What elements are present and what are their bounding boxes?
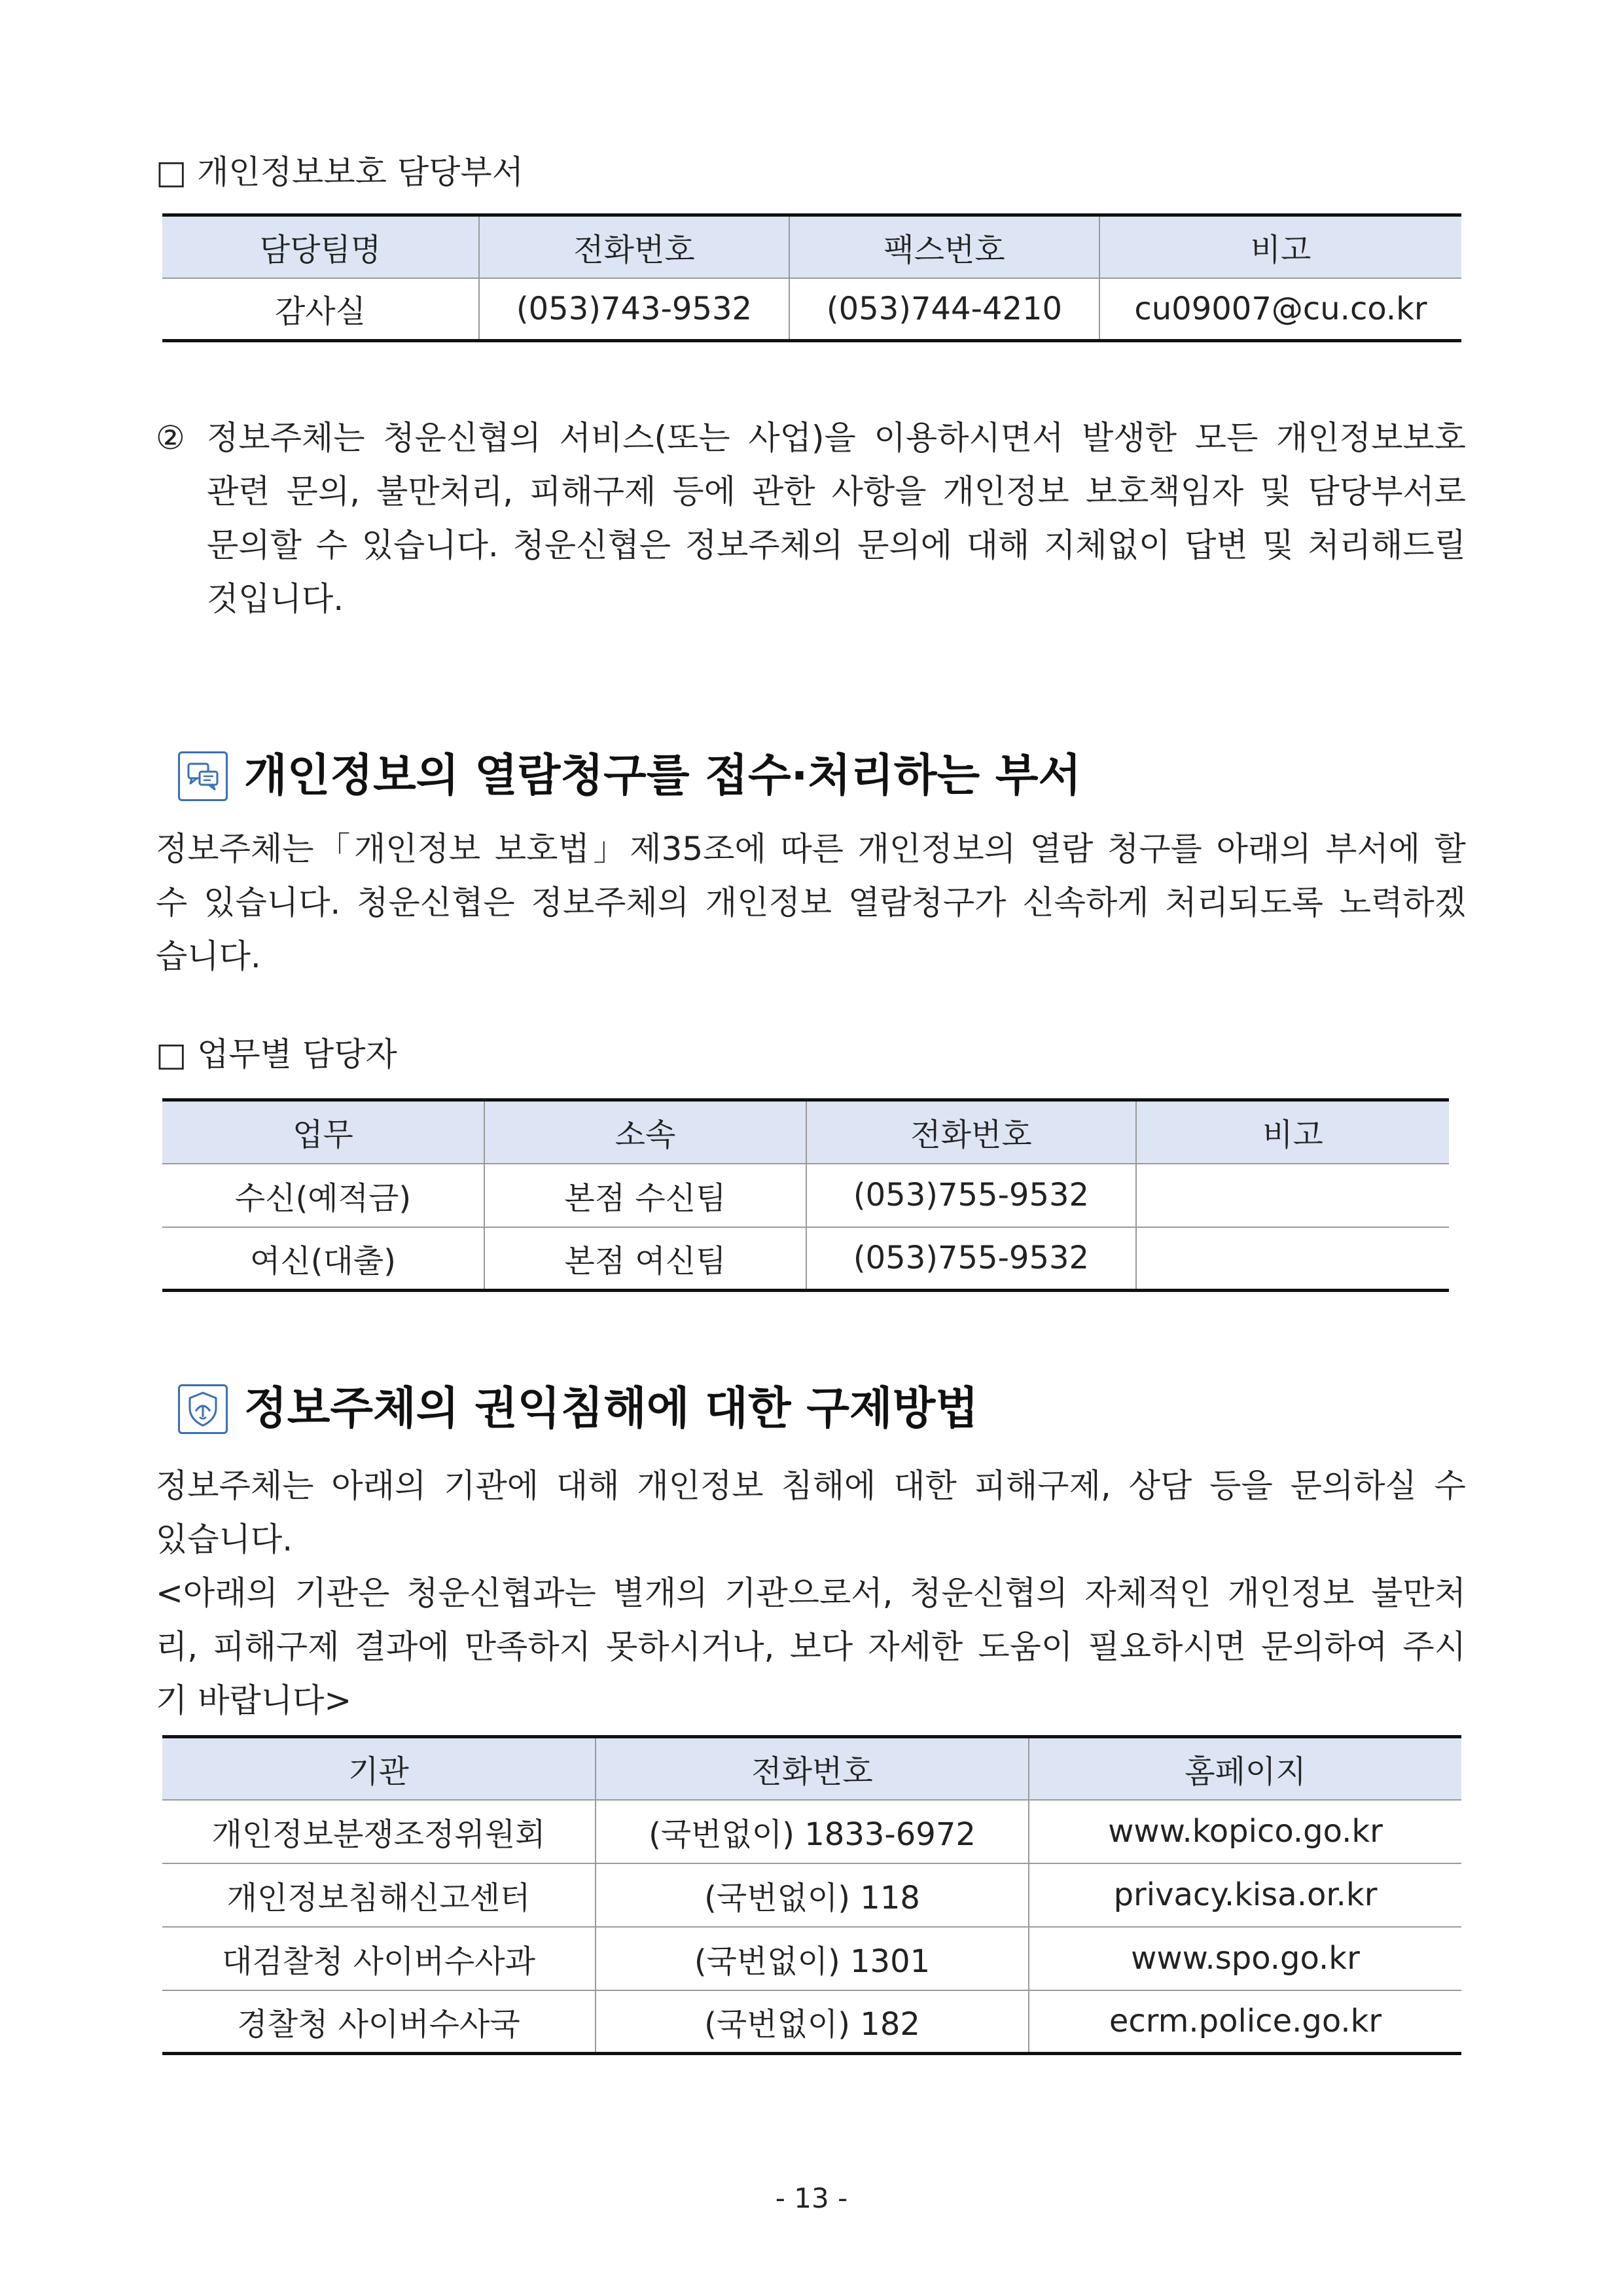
table-cell: (053)743-9532 xyxy=(479,278,789,341)
table-header-cell: 비고 xyxy=(1136,1100,1449,1164)
contact-section-label: □ 개인정보보호 담당부서 xyxy=(156,153,524,191)
paragraph-line: 정보주체는「개인정보 보호법」제35조에 따른 개인정보의 열람 청구를 아래의 부서에 할 xyxy=(156,830,1466,868)
table-header-cell: 전화번호 xyxy=(479,215,789,278)
paragraph-line: 문의할 수 있습니다. 청운신협은 정보주체의 문의에 대해 지체없이 답변 및 처리해드릴 xyxy=(207,526,1466,564)
staff-section-label: □ 업무별 담당자 xyxy=(156,1035,397,1073)
table-cell: 개인정보분쟁조정위원회 xyxy=(162,1800,596,1863)
table-row xyxy=(162,1164,1449,1227)
table-header-cell: 업무 xyxy=(162,1100,484,1164)
table-cell: (053)755-9532 xyxy=(806,1164,1136,1227)
table-row xyxy=(162,1800,1461,1863)
table-cell: (국번없이) 118 xyxy=(596,1863,1029,1927)
table-header-cell: 전화번호 xyxy=(806,1100,1136,1164)
staff-table xyxy=(162,1098,1449,1292)
contact-table xyxy=(162,213,1461,342)
table-header-cell: 전화번호 xyxy=(596,1737,1029,1800)
paragraph-number: ② xyxy=(156,419,185,457)
table-header-cell: 소속 xyxy=(484,1100,806,1164)
page-number: - 13 - xyxy=(775,2182,848,2214)
table-cell: (국번없이) 1833-6972 xyxy=(596,1800,1029,1863)
table-header-cell: 팩스번호 xyxy=(789,215,1099,278)
agency-table xyxy=(162,1735,1461,2055)
table-cell: (053)755-9532 xyxy=(806,1227,1136,1291)
homepage-cell: ecrm.police.go.kr xyxy=(1029,1990,1461,2054)
paragraph-line: 수 있습니다. 청운신협은 정보주체의 개인정보 열람청구가 신속하게 처리되도록 노력하겠 xyxy=(156,884,1466,922)
paragraph-line: 관련 문의, 불만처리, 피해구제 등에 관한 사항을 개인정보 보호책임자 및 담당부서로 xyxy=(207,473,1466,511)
table-cell: 경찰청 사이버수사국 xyxy=(162,1990,596,2054)
table-cell: (053)744-4210 xyxy=(789,278,1099,341)
table-cell xyxy=(1136,1164,1449,1227)
paragraph-line: 정보주체는 청운신협의 서비스(또는 사업)을 이용하시면서 발생한 모든 개인정보보호 xyxy=(207,419,1466,457)
homepage-cell: www.spo.go.kr xyxy=(1029,1927,1461,1990)
table-cell: 본점 여신팀 xyxy=(484,1227,806,1291)
table-header-cell: 기관 xyxy=(162,1737,596,1800)
section-title-access: 개인정보의 열람청구를 접수·처리하는 부서 xyxy=(244,750,1082,802)
table-row xyxy=(162,1927,1461,1990)
paragraph-line: 리, 피해구제 결과에 만족하지 못하시거나, 보다 자세한 도움이 필요하시면 문의하여 주시 xyxy=(156,1628,1466,1666)
table-cell: 수신(예적금) xyxy=(162,1164,484,1227)
table-header-cell: 담당팀명 xyxy=(162,215,479,278)
table-cell: 여신(대출) xyxy=(162,1227,484,1291)
table-cell xyxy=(1136,1227,1449,1291)
paragraph-line: <아래의 기관은 청운신협과는 별개의 기관으로서, 청운신협의 자체적인 개인정보 불만처 xyxy=(156,1574,1466,1612)
remedy-paragraph xyxy=(156,1459,1466,1727)
email-cell: cu09007@cu.co.kr xyxy=(1099,278,1461,341)
table-cell: 개인정보침해신고센터 xyxy=(162,1863,596,1927)
homepage-cell: privacy.kisa.or.kr xyxy=(1029,1863,1461,1927)
paragraph-line: 것입니다. xyxy=(207,580,344,618)
table-cell: (국번없이) 182 xyxy=(596,1990,1029,2054)
table-row xyxy=(162,1863,1461,1927)
shield-icon xyxy=(178,1384,228,1434)
paragraph-line: 습니다. xyxy=(156,937,261,975)
access-paragraph xyxy=(156,822,1466,983)
table-cell: 대검찰청 사이버수사과 xyxy=(162,1927,596,1990)
table-row xyxy=(162,278,1461,341)
chat-bubble-icon xyxy=(178,751,228,801)
paragraph-line: 기 바랍니다> xyxy=(156,1681,352,1719)
table-cell: 감사실 xyxy=(162,278,479,341)
table-row xyxy=(162,1990,1461,2054)
table-cell: (국번없이) 1301 xyxy=(596,1927,1029,1990)
paragraph-2 xyxy=(207,411,1466,626)
homepage-cell: www.kopico.go.kr xyxy=(1029,1800,1461,1863)
section-title-remedy: 정보주체의 권익침해에 대한 구제방법 xyxy=(244,1383,979,1435)
table-header-cell: 비고 xyxy=(1099,215,1461,278)
table-row xyxy=(162,1227,1449,1291)
paragraph-line: 있습니다. xyxy=(156,1520,293,1558)
table-cell: 본점 수신팀 xyxy=(484,1164,806,1227)
paragraph-line: 정보주체는 아래의 기관에 대해 개인정보 침해에 대한 피해구제, 상담 등을 문의하실 수 xyxy=(156,1467,1466,1505)
table-header-cell: 홈페이지 xyxy=(1029,1737,1461,1800)
